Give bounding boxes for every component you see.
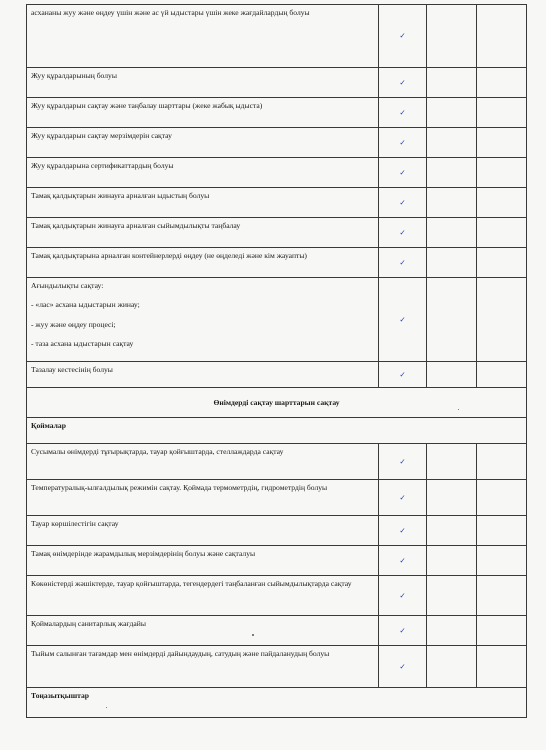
check-mark: ✓ — [379, 218, 427, 248]
empty-cell — [427, 218, 477, 248]
check-mark: ✓ — [379, 68, 427, 98]
table-row — [27, 480, 527, 516]
row-text: Жуу құралдарын сақтау мерзімдерін сақтау — [27, 128, 379, 158]
check-mark: ✓ — [379, 362, 427, 388]
flow-item: - жуу және өңдеу процесі; — [31, 319, 116, 329]
section-row — [27, 388, 527, 418]
table-row — [27, 546, 527, 576]
empty-cell — [477, 616, 527, 646]
table-row — [27, 158, 527, 188]
row-text: Тауар көршілестігін сақтау — [27, 516, 379, 546]
check-mark: ✓ — [379, 98, 427, 128]
table-row — [27, 68, 527, 98]
flow-title: Ағындылықты сақтау: — [31, 281, 104, 290]
scan-speck — [252, 634, 254, 636]
check-mark: ✓ — [379, 646, 427, 688]
row-text: Тыйым салынған тағамдар мен өнімдерді дайындаудың, сатудың және пайдаланудың болуы — [27, 646, 379, 688]
check-mark: ✓ — [379, 546, 427, 576]
empty-cell — [427, 516, 477, 546]
subsection-title: Қоймалар — [27, 418, 527, 444]
flow-item: - «лас» асхана ыдыстарын жинау; — [31, 300, 140, 310]
row-text: Тамақ қалдықтарын жинауға арналған ыдыстың болуы — [27, 188, 379, 218]
subsection-row — [27, 688, 527, 718]
row-text: Жуу құралдарын сақтау және таңбалау шарттары (жеке жабық ыдыста) — [27, 98, 379, 128]
empty-cell — [427, 5, 477, 68]
empty-cell — [477, 444, 527, 480]
table-row — [27, 576, 527, 616]
row-text: Жуу құралдарына сертификаттардың болуы — [27, 158, 379, 188]
check-mark: ✓ — [379, 444, 427, 480]
check-mark: ✓ — [379, 480, 427, 516]
scan-speck — [458, 409, 459, 410]
empty-cell — [427, 278, 477, 362]
check-mark: ✓ — [379, 188, 427, 218]
table-row — [27, 98, 527, 128]
flow-item: - таза асхана ыдыстарын сақтау — [31, 339, 134, 349]
row-text: Сусымалы өнімдерді тұғырықтарда, тауар қойғыштарда, стеллаждарда сақтау — [27, 444, 379, 480]
row-text: Көкөністерді жәшіктерде, тауар қойғыштарда, тегендердегі таңбаланған сыйымдылықтарда сақтау — [27, 576, 379, 616]
empty-cell — [427, 158, 477, 188]
check-mark: ✓ — [379, 516, 427, 546]
empty-cell — [477, 248, 527, 278]
empty-cell — [477, 5, 527, 68]
row-text: Тамақ қалдықтарына арналған контейнерлерді өңдеу (не өңделеді және кім жауапты) — [27, 248, 379, 278]
flow-cell — [27, 278, 379, 362]
table-row — [27, 444, 527, 480]
check-mark: ✓ — [379, 248, 427, 278]
check-mark: ✓ — [379, 278, 427, 362]
empty-cell — [427, 576, 477, 616]
empty-cell — [477, 480, 527, 516]
check-mark: ✓ — [379, 128, 427, 158]
table-row — [27, 646, 527, 688]
scan-speck — [106, 707, 107, 708]
empty-cell — [427, 546, 477, 576]
empty-cell — [477, 188, 527, 218]
row-text: асхананы жуу және өңдеу үшін және ас үй ыдыстары үшін жеке жағдайлардың болуы — [27, 5, 379, 68]
table-row — [27, 248, 527, 278]
check-mark: ✓ — [379, 616, 427, 646]
empty-cell — [427, 188, 477, 218]
empty-cell — [477, 128, 527, 158]
table-row — [27, 616, 527, 646]
empty-cell — [477, 516, 527, 546]
check-mark: ✓ — [379, 576, 427, 616]
empty-cell — [427, 480, 477, 516]
empty-cell — [477, 218, 527, 248]
empty-cell — [477, 546, 527, 576]
row-text: Қоймалардың санитарлық жағдайы — [27, 616, 379, 646]
empty-cell — [477, 362, 527, 388]
empty-cell — [427, 248, 477, 278]
row-text: Жуу құралдарының болуы — [27, 68, 379, 98]
empty-cell — [427, 646, 477, 688]
empty-cell — [427, 68, 477, 98]
empty-cell — [427, 444, 477, 480]
empty-cell — [427, 616, 477, 646]
empty-cell — [427, 128, 477, 158]
row-text: Тамақ өнімдерінде жарамдылық мерзімдерінің болуы және сақталуы — [27, 546, 379, 576]
empty-cell — [477, 158, 527, 188]
subsection-title: Тоңазытқыштар — [27, 688, 527, 718]
empty-cell — [477, 68, 527, 98]
row-text: Тазалау кестесінің болуы — [27, 362, 379, 388]
table-row — [27, 188, 527, 218]
empty-cell — [477, 98, 527, 128]
empty-cell — [427, 98, 477, 128]
table-row-flow — [27, 278, 527, 362]
table-row — [27, 128, 527, 158]
row-text: Температуралық-ылғалдылық режимін сақтау. Қоймада термометрдің, гидрометрдің болуы — [27, 480, 379, 516]
table-row — [27, 516, 527, 546]
row-text: Тамақ қалдықтарын жинауға арналған сыйымдылықты таңбалау — [27, 218, 379, 248]
checklist-table — [26, 4, 527, 718]
subsection-row — [27, 418, 527, 444]
table-row — [27, 5, 527, 68]
check-mark: ✓ — [379, 5, 427, 68]
table-row — [27, 362, 527, 388]
empty-cell — [427, 362, 477, 388]
check-mark: ✓ — [379, 158, 427, 188]
empty-cell — [477, 576, 527, 616]
empty-cell — [477, 278, 527, 362]
empty-cell — [477, 646, 527, 688]
table-row — [27, 218, 527, 248]
section-title: Өнімдерді сақтау шарттарын сақтау — [27, 388, 527, 418]
